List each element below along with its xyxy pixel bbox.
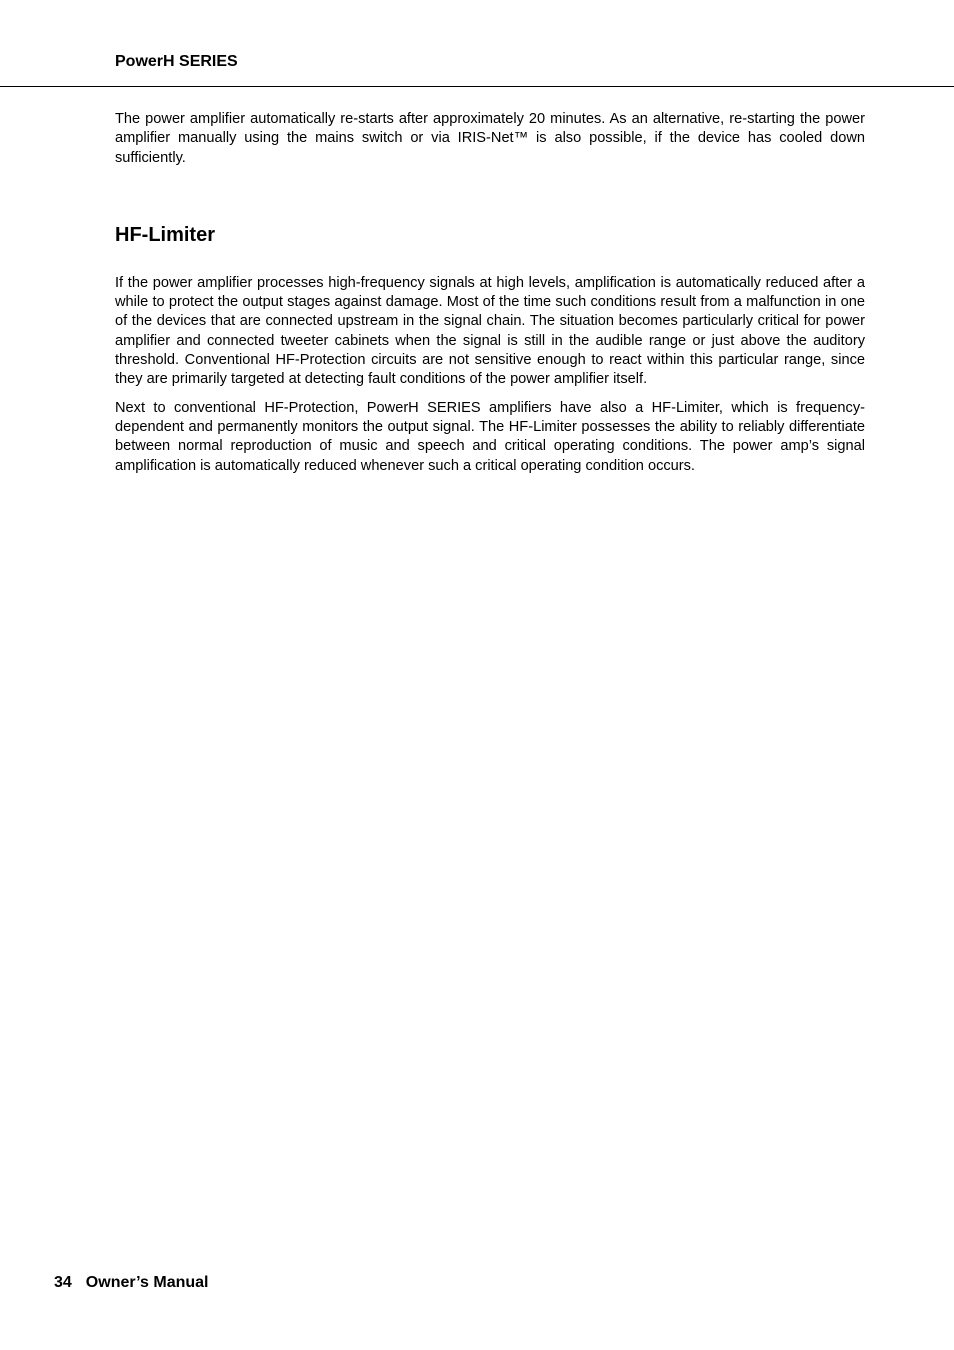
footer-label: Owner’s Manual [85, 1274, 209, 1291]
header-divider [0, 86, 954, 87]
section-heading-hf-limiter: HF-Limiter [115, 223, 215, 246]
intro-paragraph: The power amplifier automatically re-starts after approximately 20 minutes. As an alternative, re-starting the power amplifier manually using the mains switch or via IRIS-Net™ is also possible, if the device has cooled down sufficiently. [115, 111, 865, 166]
page-number: 34 [54, 1274, 72, 1291]
running-header-title: PowerH SERIES [115, 53, 238, 70]
page-content [115, 110, 865, 476]
page-footer [54, 1273, 209, 1293]
hf-limiter-paragraph-2: Next to conventional HF-Protection, PowerH SERIES amplifiers have also a HF-Limiter, which is frequency-dependent and permanently monitors the output signal. The HF-Limiter possesses the ability to reliably differentiate between normal reproduction of music and speech and critical operating conditions. The power amp’s signal amplification is automatically reduced whenever such a critical operating condition occurs. [115, 399, 865, 474]
hf-limiter-paragraph-1: If the power amplifier processes high-frequency signals at high levels, amplification is automatically reduced after a while to protect the output stages against damage. Most of the time such conditions result from a malfunction in one of the devices that are connected upstream in the signal chain. The situation becomes particularly critical for power amplifier and connected tweeter cabinets when the signal is still in the audible range or just above the auditory threshold. Conventional HF-Protection circuits are not sensitive enough to react within this particular range, since they are primarily targeted at detecting fault conditions of the power amplifier itself. [115, 274, 865, 388]
